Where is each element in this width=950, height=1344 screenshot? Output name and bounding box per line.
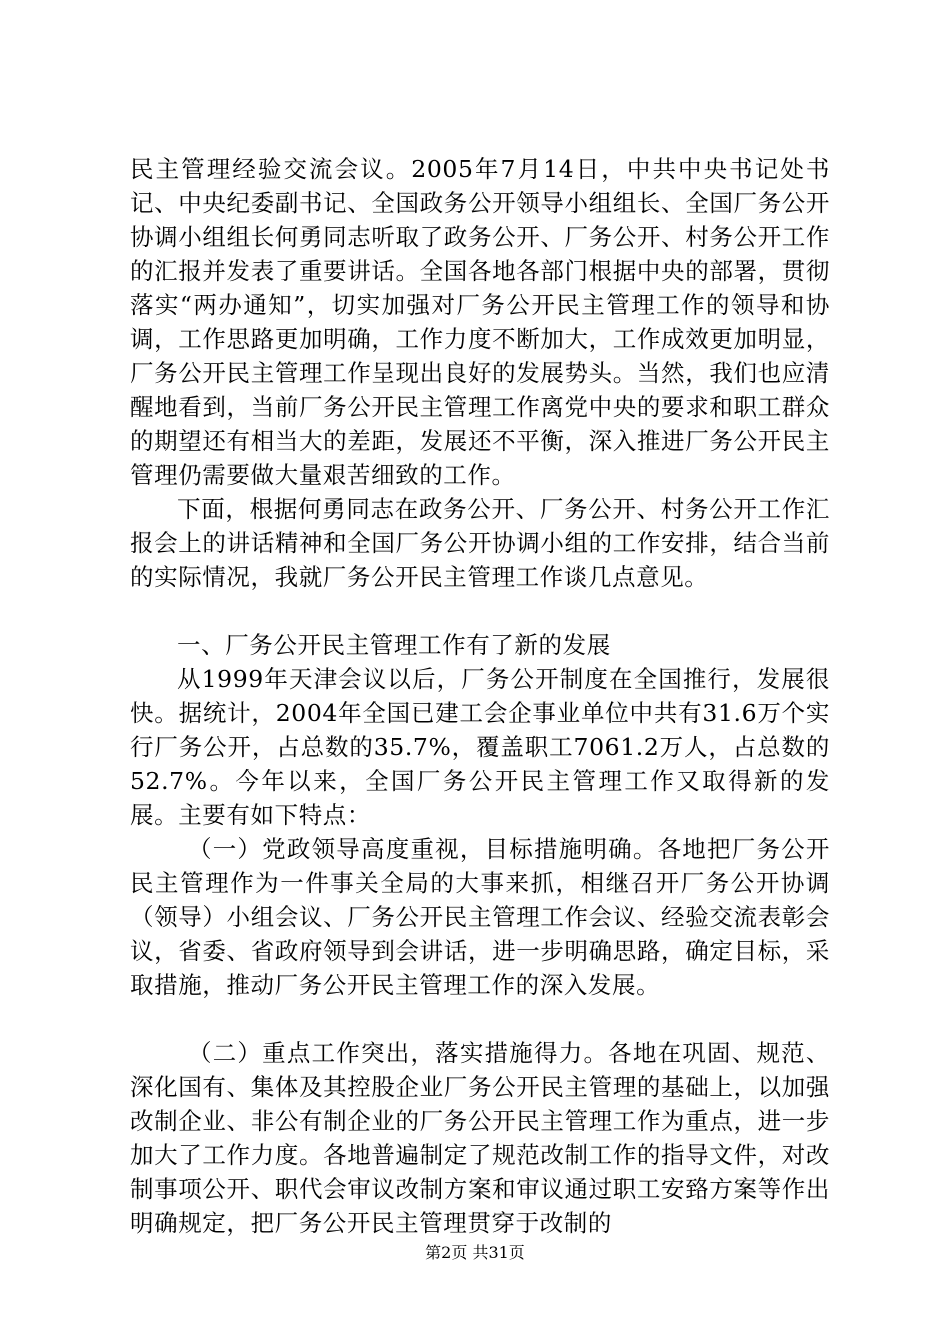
- paragraph-4: （一）党政领导高度重视，目标措施明确。各地把厂务公开民主管理作为一件事关全局的大事来抓，相继召开厂务公开协调（领导）小组会议、厂务公开民主管理工作会议、经验交流表彰会议，省委、省政府领导到会讲话，进一步明确思路，确定目标，采取措施，推动厂务公开民主管理工作的深入发展。: [130, 835, 830, 999]
- paragraph-1: 民主管理经验交流会议。2005年7月14日，中共中央书记处书记、中央纪委副书记、全国政务公开领导小组组长、全国厂务公开协调小组组长何勇同志听取了政务公开、厂务公开、村务公开工作的汇报并发表了重要讲话。全国各地各部门根据中央的部署，贯彻落实“两办通知”，切实加强对厂务公开民主管理工作的领导和协调，工作思路更加明确，工作力度不断加大，工作成效更加明显，厂务公开民主管理工作呈现出良好的发展势头。当然，我们也应清醒地看到，当前厂务公开民主管理工作离党中央的要求和职工群众的期望还有相当大的差距，发展还不平衡，深入推进厂务公开民主管理仍需要做大量艰苦细致的工作。: [130, 155, 830, 489]
- paragraph-3: 从1999年天津会议以后，厂务公开制度在全国推行，发展很快。据统计，2004年全国已建工会企事业单位中共有31.6万个实行厂务公开，占总数的35.7%，覆盖职工7061.2万人，占总数的52.7%。今年以来，全国厂务公开民主管理工作又取得新的发展。主要有如下特点：: [130, 665, 830, 829]
- page-footer: 第2页 共31页: [425, 1243, 525, 1262]
- paragraph-2: 下面，根据何勇同志在政务公开、厂务公开、村务公开工作汇报会上的讲话精神和全国厂务公开协调小组的工作安排，结合当前的实际情况，我就厂务公开民主管理工作谈几点意见。: [130, 495, 830, 591]
- paragraph-5: （二）重点工作突出，落实措施得力。各地在巩固、规范、深化国有、集体及其控股企业厂务公开民主管理的基础上，以加强改制企业、非公有制企业的厂务公开民主管理工作为重点，进一步加大了工作力度。各地普遍制定了规范改制工作的指导文件，对改制事项公开、职代会审议改制方案和审议通过职工安臵方案等作出明确规定，把厂务公开民主管理贯穿于改制的: [130, 1039, 830, 1237]
- section-heading: 一、厂务公开民主管理工作有了新的发展: [177, 631, 611, 659]
- document-body: [130, 152, 830, 1240]
